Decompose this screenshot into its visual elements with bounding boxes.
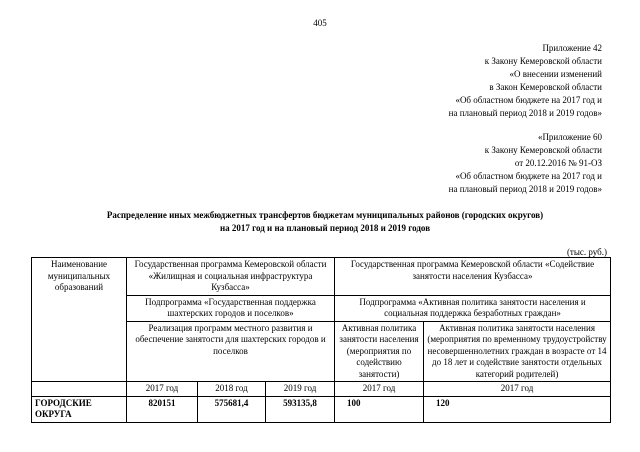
appendix-line: на плановый период 2018 и 2019 годов» <box>448 108 602 118</box>
appendix-line: на плановый период 2018 и 2019 годов» <box>448 184 602 194</box>
year-cell: 2019 год <box>266 382 335 397</box>
appendix-42-header <box>449 42 602 120</box>
appendix-line: к Закону Кемеровской области <box>484 56 602 66</box>
table-years-row <box>32 382 611 397</box>
appendix-line: «Об областном бюджете на 2017 год и <box>455 95 602 105</box>
row-value: 120 <box>424 396 611 422</box>
appendix-line: в Закон Кемеровской области <box>489 82 602 92</box>
row-value: 100 <box>335 396 424 422</box>
transfers-table <box>31 257 611 423</box>
header-municipality: Наименование муниципальных образований <box>32 258 127 382</box>
appendix-line: Приложение 42 <box>542 43 602 53</box>
header-subprogram-mining: Подпрограмма «Государственная поддержка шахтерских городов и поселков» <box>127 295 335 321</box>
title-line: Распределение иных межбюджетных трансфертов бюджетам муниципальных районов (городских округов) <box>106 210 544 220</box>
table-header-row <box>32 258 611 296</box>
header-program-employment: Государственная программа Кемеровской области «Содействие занятости населения Кузбасса» <box>335 258 611 296</box>
page-number: 405 <box>313 18 327 28</box>
header-subprogram-employment: Подпрограмма «Активная политика занятости населения и социальная поддержка безработных граждан» <box>335 295 611 321</box>
appendix-line: «Приложение 60 <box>537 132 602 142</box>
year-cell-empty <box>32 382 127 397</box>
header-program-housing: Государственная программа Кемеровской области «Жилищная и социальная инфраструктура Кузбасса» <box>127 258 335 296</box>
appendix-60-header <box>449 131 602 196</box>
appendix-line: к Закону Кемеровской области <box>484 145 602 155</box>
header-measure-employment-assistance: Активная политика занятости населения (мероприятия по содействию занятости) <box>335 321 424 382</box>
row-value: 820151 <box>127 396 198 422</box>
table-row <box>32 396 611 422</box>
row-value: 575681,4 <box>198 396 266 422</box>
appendix-line: «Об областном бюджете на 2017 год и <box>455 171 602 181</box>
year-cell: 2017 год <box>127 382 198 397</box>
title-line: на 2017 год и на плановый период 2018 и 2019 годов <box>219 223 431 233</box>
appendix-line: «О внесении изменений <box>509 69 602 79</box>
year-cell: 2018 год <box>198 382 266 397</box>
row-municipality-name: ГОРОДСКИЕ ОКРУГА <box>32 396 127 422</box>
document-title <box>40 209 610 235</box>
row-value: 593135,8 <box>266 396 335 422</box>
units-label: (тыс. руб.) <box>566 247 607 257</box>
year-cell: 2017 год <box>424 382 611 397</box>
year-cell: 2017 год <box>335 382 424 397</box>
appendix-line: от 20.12.2016 № 91-ОЗ <box>514 158 602 168</box>
header-measure-local-development: Реализация программ местного развития и обеспечение занятости для шахтерских городов и поселков <box>127 321 335 382</box>
header-measure-temporary-employment: Активная политика занятости населения (мероприятия по временному трудоустройству несовершеннолетних граждан в возрасте от 14 до 18 лет и содействие занятости отдельных категорий родителей) <box>424 321 611 382</box>
